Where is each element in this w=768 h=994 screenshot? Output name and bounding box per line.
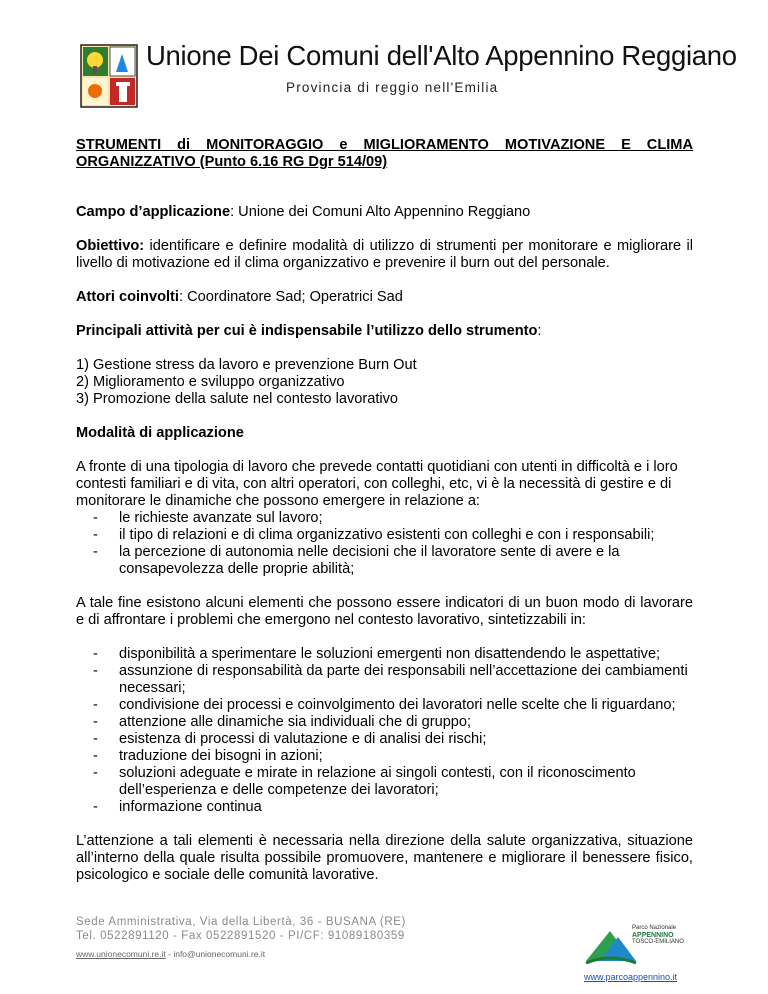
park-website-link[interactable]: www.parcoappennino.it [584,972,678,982]
list-item: 2) Miglioramento e sviluppo organizzativo [76,374,345,390]
list-item: - assunzione di responsabilità da parte dei responsabili nell’accettazione dei cambiamenti necessari; [119,663,693,697]
attori-value: : Coordinatore Sad; Operatrici Sad [178,289,403,305]
list-item: - condivisione dei processi e coinvolgimento dei lavoratori nelle scelte che li riguardano; [119,697,693,714]
footer-contacts: Tel. 0522891120 - Fax 0522891520 - PI/CF: 91089180359 [76,930,405,942]
list-item: - il tipo di relazioni e di clima organizzativo esistenti con colleghi e con i responsabili; [119,527,693,544]
document-title: STRUMENTI di MONITORAGGIO e MIGLIORAMENTO MOTIVAZIONE E CLIMA ORGANIZZATIVO (Punto 6.16 RG Dgr 514/09) [76,137,693,170]
attivita-list [76,357,693,408]
list-item: - soluzioni adeguate e mirate in relazione ai singoli contesti, con il riconoscimento dell’esperienza e delle competenze dei lavoratori; [119,765,693,799]
footer-links [76,947,406,961]
elementi-list [76,646,693,816]
attori-paragraph [76,289,693,306]
list-item: - traduzione dei bisogni in azioni; [119,748,693,765]
organization-subtitle: Provincia di reggio nell'Emilia [286,80,499,95]
campo-paragraph [76,204,693,221]
modalita-intro: A fronte di una tipologia di lavoro che prevede contatti quotidiani con utenti in difficoltà e i loro contesti familiari e di vita, con altri operatori, con colleghi, etc, vi è la necessità di gestire e di monitorare le dinamiche che possono emergere in relazione a: [76,459,678,509]
obiettivo-label: Obiettivo: [76,238,145,254]
list-item: - esistenza di processi di valutazione e di analisi dei rischi; [119,731,693,748]
list-item: - informazione continua [119,799,693,816]
document-body [76,137,693,884]
attivita-label: Principali attività per cui è indispensabile l’utilizzo dello strumento [76,323,538,339]
modalita-heading-text: Modalità di applicazione [76,425,244,441]
list-item: - le richieste avanzate sul lavoro; [119,510,693,527]
modalita-list [76,510,693,578]
attivita-heading [76,323,693,340]
park-line1: Parco Nazionale [632,925,677,931]
obiettivo-value: identificare e definire modalità di utilizzo di strumenti per monitorare e migliorare il livello di motivazione ed il clima organizzativo e prevenire il burn out del personale. [76,238,693,271]
website-link[interactable]: www.unionecomuni.re.it [76,949,166,959]
municipal-crest-icon [80,44,138,108]
campo-label: Campo d’applicazione [76,204,231,220]
conclusione-paragraph: L’attenzione a tali elementi è necessaria nella direzione della salute organizzativa, situazione all’interno della quale risulta possibile promuovere, mantenere e migliorare il benessere fisico, psicologico e sociale delle comunità lavorative. [76,833,693,883]
park-line2: APPENNINO [632,932,674,939]
list-item: 1) Gestione stress da lavoro e prevenzione Burn Out [76,357,417,373]
list-item: - la percezione di autonomia nelle decisioni che il lavoratore sente di avere e la consapevolezza delle proprie abilità; [119,544,693,578]
modalita-heading [76,425,693,442]
park-name [632,925,684,946]
footer-address: Sede Amministrativa, Via della Libertà, 36 - BUSANA (RE) [76,916,406,928]
organization-name: Unione Dei Comuni dell'Alto Appennino Reggiano [146,40,737,71]
park-line3: TOSCO-EMILIANO [632,939,684,945]
footer [76,915,406,961]
attori-label: Attori coinvolti [76,289,179,305]
list-item: - disponibilità a sperimentare le soluzioni emergenti non disattendendo le aspettative; [119,646,693,663]
campo-value: : Unione dei Comuni Alto Appennino Reggiano [230,204,531,220]
attivita-colon: : [537,323,542,339]
link-separator: - [165,949,174,959]
list-item: 3) Promozione della salute nel contesto lavorativo [76,391,399,407]
obiettivo-paragraph [76,238,693,272]
email-link[interactable]: info@unionecomuni.re.it [173,949,266,959]
list-item: - attenzione alle dinamiche sia individuali che di gruppo; [119,714,693,731]
elementi-intro: A tale fine esistono alcuni elementi che possono essere indicatori di un buon modo di lavorare e di affrontare i problemi che emergono nel contesto lavorativo, sintetizzabili in: [76,595,693,628]
